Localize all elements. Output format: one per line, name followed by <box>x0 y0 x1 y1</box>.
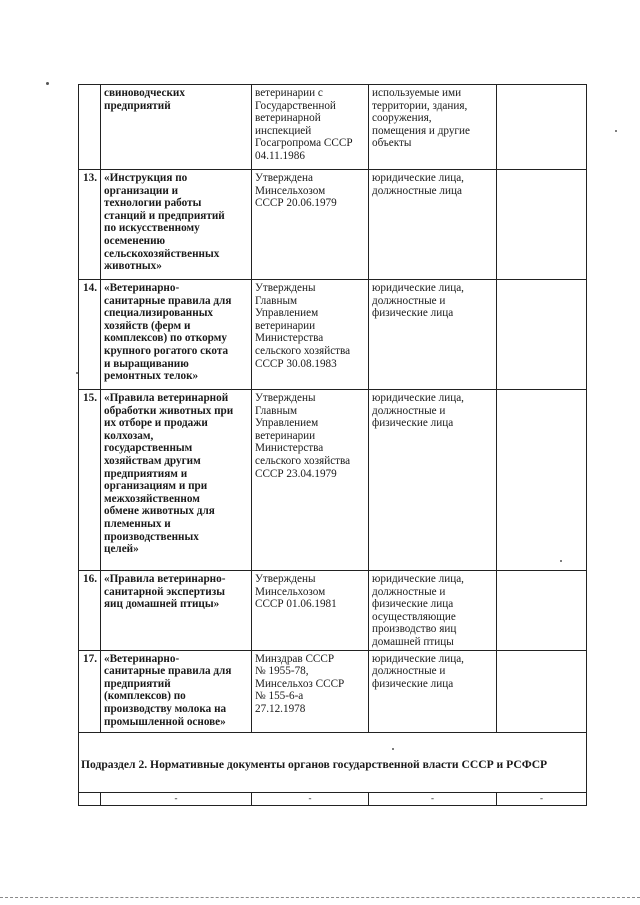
table-row <box>79 390 587 571</box>
subjects-cell: используемые ими территории, здания, сооружения, помещения и другие объекты <box>369 85 497 170</box>
extra-cell <box>497 571 587 651</box>
extra-cell <box>497 280 587 390</box>
document-title: «Правила ветеринарной обработки животных при их отборе и продажи колхозам, государственным хозяйствам другим предприятиям и организациям и при межхозяйственном обмене животных для племенных и производственных целей» <box>101 390 252 571</box>
document-title: свиноводческих предприятий <box>101 85 252 170</box>
subjects-cell: юридические лица, должностные и физические лица <box>369 390 497 571</box>
approval-info: Утверждены Главным Управлением ветеринарии Министерства сельского хозяйства СССР 30.08.1983 <box>252 280 369 390</box>
table-row <box>79 792 587 805</box>
table-row <box>79 170 587 280</box>
table-row <box>79 85 587 170</box>
subjects-cell: юридические лица, должностные лица <box>369 170 497 280</box>
tail-mark: - <box>497 792 587 805</box>
table-row <box>79 280 587 390</box>
approval-info: Минздрав СССР № 1955-78, Минсельхоз СССР № 155-6-а 27.12.1978 <box>252 650 369 732</box>
tail-mark: - <box>101 792 252 805</box>
tail-mark: - <box>369 792 497 805</box>
scan-edge <box>0 897 640 898</box>
table-row <box>79 571 587 651</box>
scan-speck <box>615 130 617 132</box>
subjects-cell: юридические лица, должностные и физические лица <box>369 650 497 732</box>
row-number: 15. <box>79 390 101 571</box>
row-number: 14. <box>79 280 101 390</box>
approval-info: Утверждена Минсельхозом СССР 20.06.1979 <box>252 170 369 280</box>
extra-cell <box>497 170 587 280</box>
subjects-cell: юридические лица, должностные и физические лица <box>369 280 497 390</box>
tail-mark: - <box>252 792 369 805</box>
scan-speck <box>76 372 78 374</box>
extra-cell <box>497 85 587 170</box>
document-title: «Правила ветеринарно- санитарной экспертизы яиц домашней птицы» <box>101 571 252 651</box>
subjects-cell: юридические лица, должностные и физические лица осуществляющие производство яиц домашней птицы <box>369 571 497 651</box>
approval-info: Утверждены Минсельхозом СССР 01.06.1981 <box>252 571 369 651</box>
scan-speck <box>392 748 394 750</box>
tail-mark <box>79 792 101 805</box>
document-title: «Ветеринарно- санитарные правила для специализированных хозяйств (ферм и комплексов) по откорму крупного рогатого скота и выращиванию ремонтных телок» <box>101 280 252 390</box>
section-heading-row <box>79 732 587 792</box>
approval-info: Утверждены Главным Управлением ветеринарии Министерства сельского хозяйства СССР 23.04.1979 <box>252 390 369 571</box>
row-number: 13. <box>79 170 101 280</box>
row-number: 17. <box>79 650 101 732</box>
row-number: 16. <box>79 571 101 651</box>
extra-cell <box>497 650 587 732</box>
table-row <box>79 650 587 732</box>
scan-speck <box>560 560 562 562</box>
row-number <box>79 85 101 170</box>
approval-info: ветеринарии с Государственной ветеринарной инспекцией Госагропрома СССР 04.11.1986 <box>252 85 369 170</box>
document-title: «Инструкция по организации и технологии работы станций и предприятий по искусственному осеменению сельскохозяйственных животных» <box>101 170 252 280</box>
extra-cell <box>497 390 587 571</box>
scan-speck <box>46 82 49 85</box>
regulations-table <box>78 84 587 806</box>
section-heading: Подраздел 2. Нормативные документы органов государственной власти СССР и РСФСР <box>79 732 587 792</box>
document-title: «Ветеринарно- санитарные правила для предприятий (комплексов) по производству молока на промышленной основе» <box>101 650 252 732</box>
